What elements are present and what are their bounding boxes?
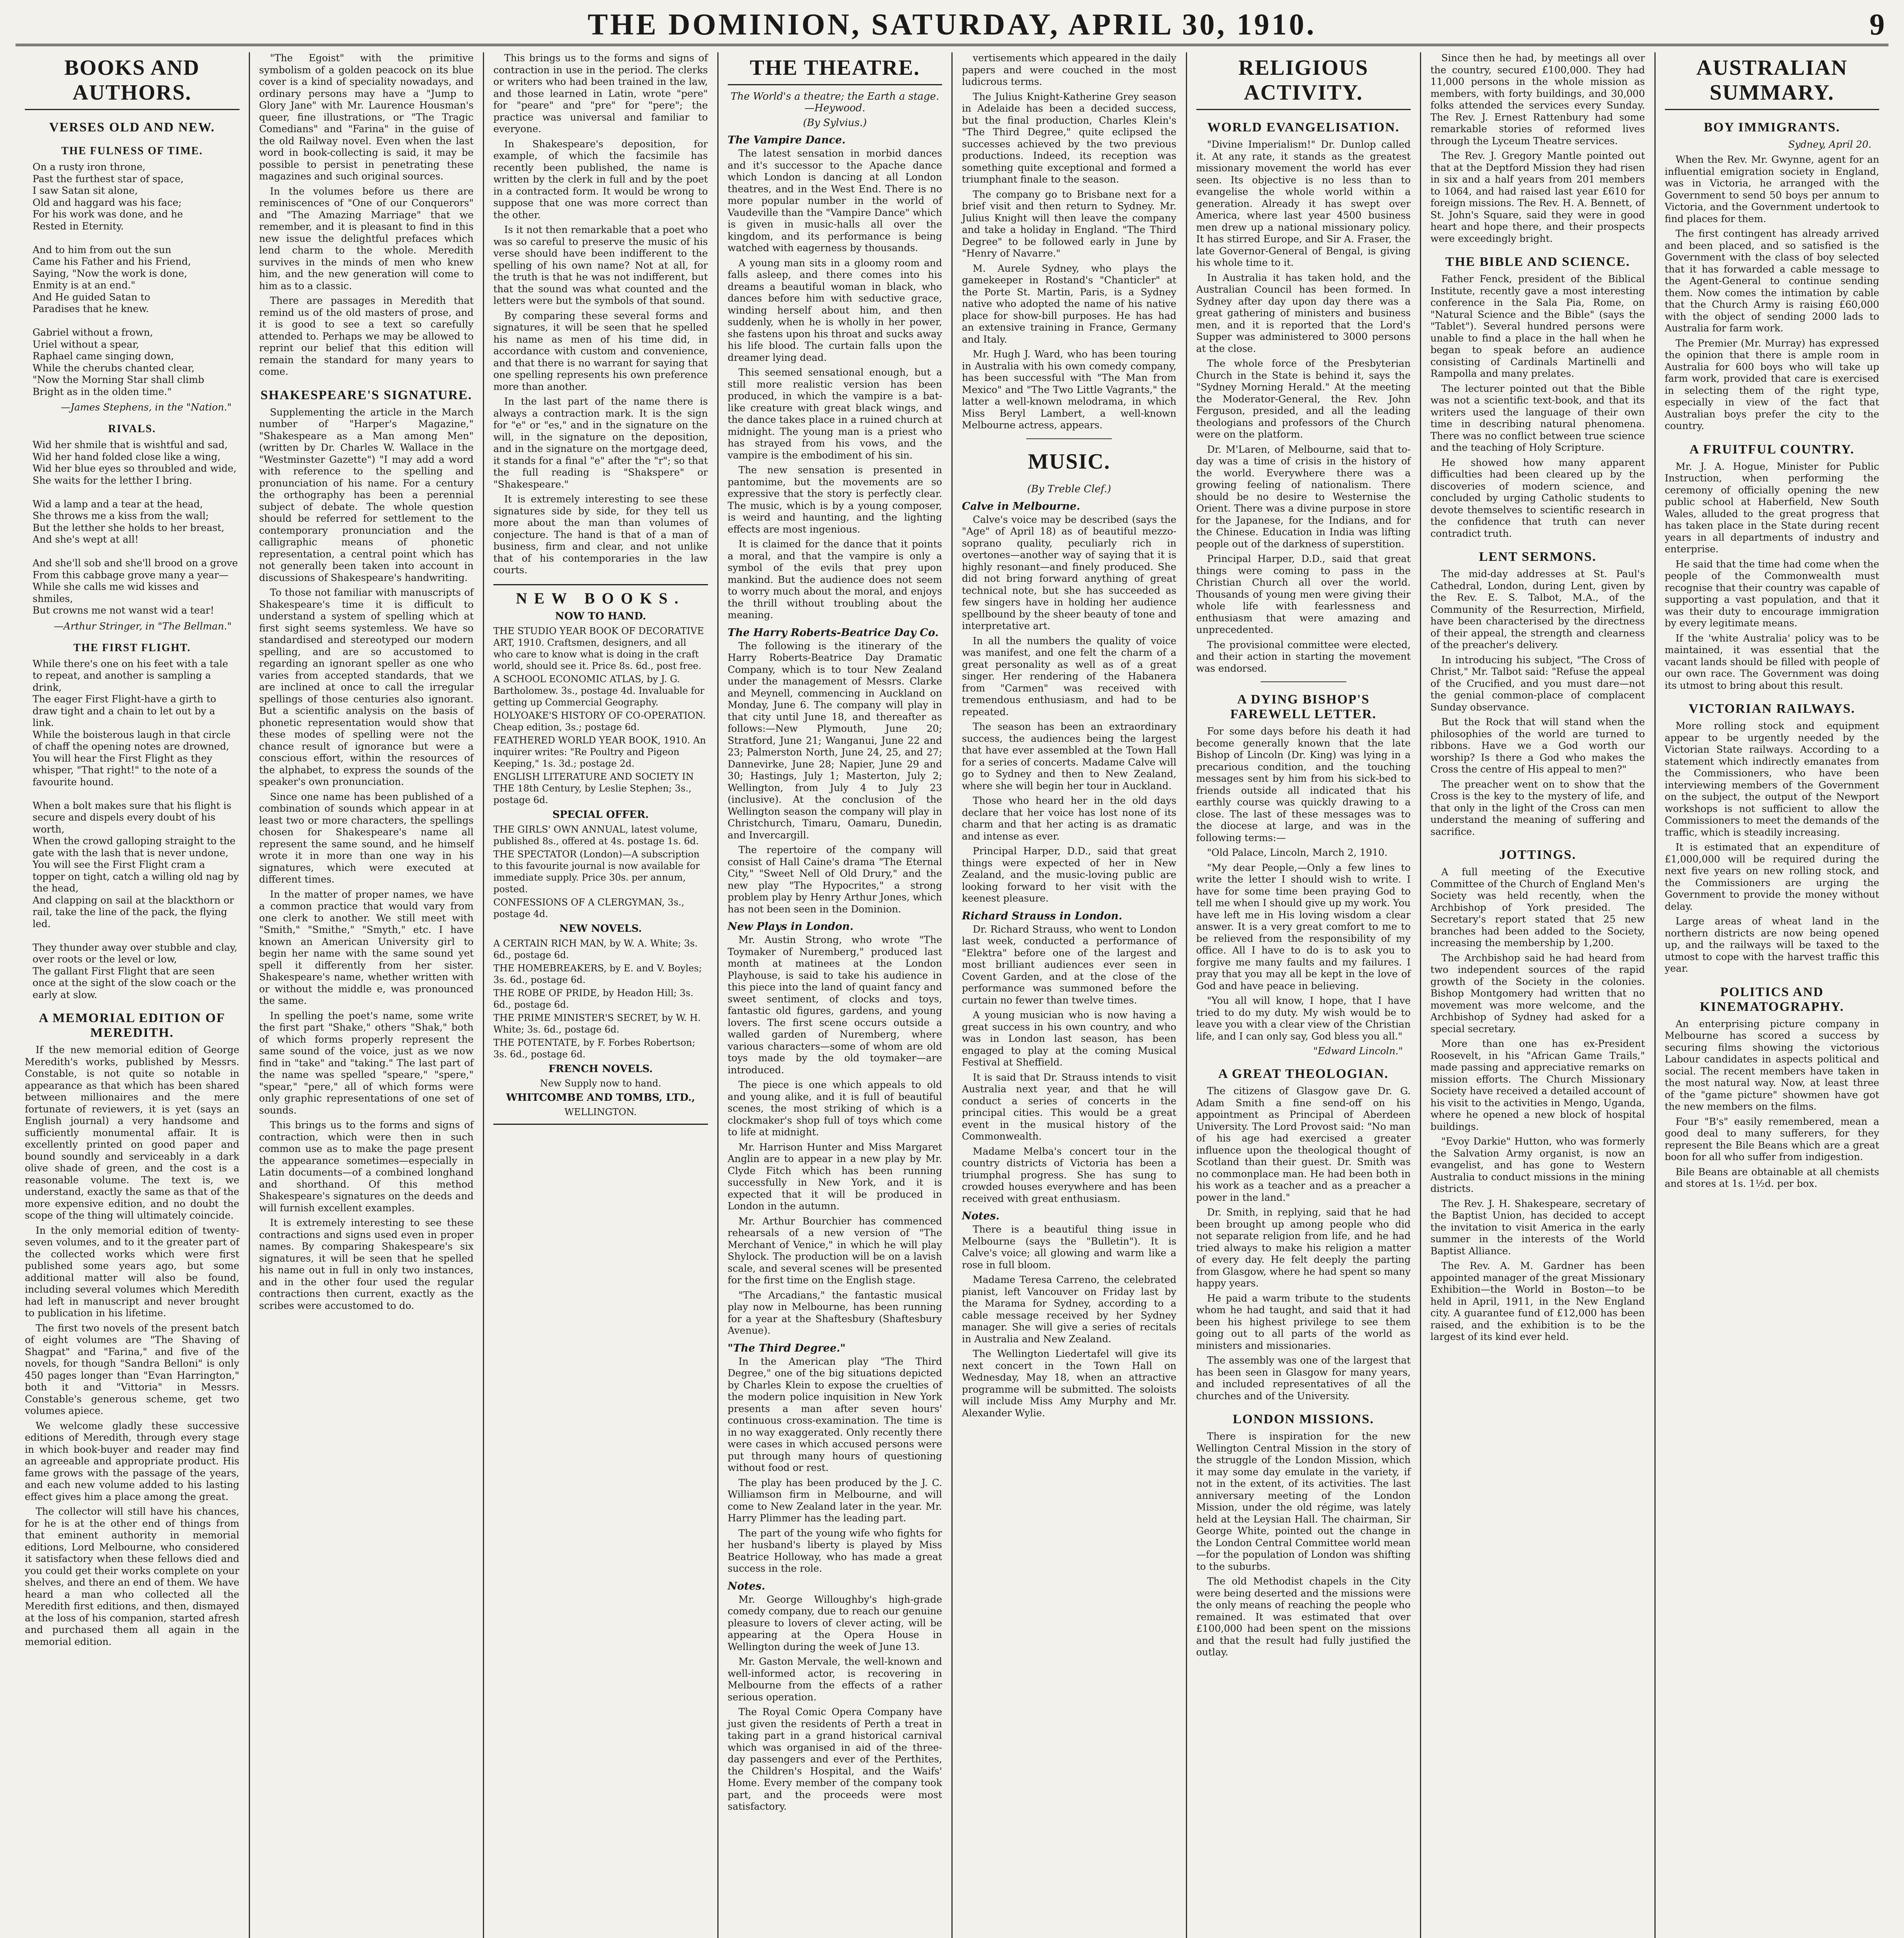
poem-line — [33, 930, 240, 942]
paragraph: The Premier (Mr. Murray) has expressed the opinion that there is ample room in Australia for 600 boys who will take up farm work, provided that care is exercised in selecting them of the right type, especially in view of the fact that Australian boys prefer the city to the country. — [1664, 337, 1879, 431]
bible-science-heading: THE BIBLE AND SCIENCE. — [1445, 255, 1630, 269]
poem-line: Wid her hand folded close like a wing, — [33, 451, 221, 462]
paragraph: Mr. Harrison Hunter and Miss Margaret Anglin are to appear in a new play by Mr. Clyde Fitch which has been running successfully in New York, and it is expected that it will be produced in London in the autumn. — [727, 1141, 942, 1212]
shakespeare-article-cont — [493, 52, 708, 576]
paragraph: But the Rock that will stand when the philosophies of the world are turned to ribbons. Have we a God worth our worship? Is there a God who makes the Cross the centre of His appeal to men?" — [1430, 716, 1645, 775]
paragraph: The season has been an extraordinary success, the audiences being the largest that have ever assembled at the Town Hall for a series of concerts. Madame Calve will go to Sydney and then to New Zealand, where she will begin her tour in Auckland. — [962, 721, 1177, 791]
verses-heading: VERSES OLD AND NEW. — [49, 120, 215, 134]
paragraph: If the 'white Australia' policy was to be maintained, it was essential that the vacant lands should be filled with people of our own race. The Government was doing its utmost to bring about this result. — [1664, 632, 1879, 691]
bishop-letter-heading: A DYING BISHOP'S FAREWELL LETTER. — [1230, 692, 1377, 721]
strauss-article — [962, 924, 1177, 1205]
paragraph: We welcome gladly these successive editions of Meredith, through every stage in which book-buyer and reader may find an agreeable and appropriate product. His fame grows with the passage of the years, and each new volume added to his lasting effect gives him a place among the great. — [25, 1420, 240, 1502]
paragraph: Large areas of wheat land in the northern districts are now being opened up, and the railways will be taxed to the utmost to cope with the harvest traffic this year. — [1664, 916, 1879, 974]
third-degree-heading: "The Third Degree." — [727, 1342, 846, 1354]
ad-item: HOLYOAKE'S HISTORY OF CO-OPERATION. Cheap edition, 3s.; postage 6d. — [493, 710, 706, 733]
paragraph: The Rev. A. M. Gardner has been appointed manager of the great Missionary Exhibition—the World in Boston—to be held in April, 1911, in the New England city. A guarantee fund of £12,000 has been raised, and the exhibition is to be the largest of its kind ever held. — [1430, 1260, 1645, 1342]
poem-line: And clapping on sail at the blackthorn or rail, take the line of the pack, the flying led. — [33, 894, 237, 929]
ad-new-novels: NEW NOVELS. — [559, 922, 642, 935]
poem2-title: RIVALS. — [108, 423, 156, 435]
paragraph: He showed how many apparent difficulties had been cleared up by the discoveries of modern science, and concluded by urging Catholic students to devote themselves to scientific research in the confidence that truth can never contradict truth. — [1430, 457, 1645, 539]
calve-heading: Calve in Melbourne. — [962, 500, 1080, 512]
column-8 — [1656, 52, 1889, 1938]
theologian-heading: A GREAT THEOLOGIAN. — [1218, 1067, 1389, 1081]
newspaper-title: THE DOMINION, SATURDAY, APRIL 30, 1910. — [588, 7, 1316, 41]
paragraph: In spelling the poet's name, some write the first part "Shake," others "Shak," both of which forms properly represent the same sound of the voice, just as we now find in "take" and "taking." The last part of the name was spelled "speare," "spere," "spear," "pere," all of which forms were only graphic representations of one set of sounds. — [259, 1010, 474, 1116]
paragraph: By comparing these several forms and signatures, it will be seen that he spelled his name as men of his time did, in accordance with custom and convenience, and that there is no warrant for saying that one spelling represents his own preference more than another. — [493, 310, 708, 392]
poem-line: Wid a lamp and a tear at the head, — [33, 498, 203, 510]
paragraph: Mr. George Willoughby's high-grade comedy company, due to reach our genuine pleasure to lovers of clever acting, will be appearing at the Opera House in Wellington during the week of June 13. — [727, 1593, 942, 1652]
poem2-body — [33, 439, 240, 617]
theatre-byline: (By Sylvius.) — [803, 117, 867, 129]
paragraph: The first two novels of the present batch of eight volumes are "The Shaving of Shagpat" and "Farina," and five of the novels, for though "Sandra Belloni" is only 450 pages longer than "Evan Harrington," both it and "Vittoria" in Messrs. Constable's generous scheme, get two volumes apiece. — [25, 1322, 240, 1416]
world-evangelisation-article-end — [1196, 639, 1411, 675]
world-evangelisation-article — [1196, 139, 1411, 636]
bookseller-advertisement — [493, 584, 708, 1125]
ad-item: THE PRIME MINISTER'S SECRET, by W. H. White; 3s. 6d., postage 6d. — [493, 1012, 701, 1035]
column-7 — [1421, 52, 1656, 1938]
paragraph: The new sensation is presented in pantomime, but the movements are so expressive that the story is perfectly clear. The music, which is by a young composer, is weird and haunting, and the lighting effects are most ingenious. — [727, 464, 942, 535]
bishop-signature: "Edward Lincoln." — [1313, 1045, 1403, 1057]
paragraph: It is claimed for the dance that it points a moral, and that the vampire is only a symbol of the evils that prey upon mankind. But the audience does not seem to worry much about the moral, and enjoys the thrill without troubling about the meaning. — [727, 538, 942, 621]
paragraph: Madame Melba's concert tour in the country districts of Victoria has been a triumphal progress. She has sung to crowded houses everywhere and has been received with great enthusiasm. — [962, 1145, 1177, 1204]
poem-line: She throws me a kiss from the wall; — [33, 510, 209, 521]
ad-new-books-title: NEW BOOKS. — [516, 589, 686, 607]
poem-line: You will see the First Flight cram a topper on tight, catch a willing old nag by the head, — [33, 859, 242, 894]
australian-summary-title: AUSTRALIAN SUMMARY. — [1665, 52, 1880, 110]
poem-line — [33, 546, 240, 558]
poem-line: She waits for the letther I bring. — [33, 474, 192, 486]
poem-line: For his work was done, and he — [33, 209, 183, 220]
poem-line: When the crowd galloping straight to the gate with the lash that is never undone, — [33, 835, 239, 859]
meredith-article — [25, 1044, 240, 1648]
page-number: 9 — [1870, 7, 1885, 41]
lent-sermons-article — [1430, 568, 1645, 838]
paragraph: Mr. Gaston Mervale, the well-known and well-informed actor, is recovering in Melbourne from the effects of a rather serious operation. — [727, 1656, 942, 1703]
ad-special-offer: SPECIAL OFFER. — [552, 809, 649, 821]
paragraph: In all the numbers the quality of voice was manifest, and one felt the charm of a great personality as well as of a great singer. Her rendering of the Habanera from "Carmen" was received with tremendous enthusiasm, and had to be repeated. — [962, 635, 1177, 717]
paragraph: Mr. Arthur Bourchier has commenced rehearsals of a new version of "The Merchant of Venice," in which he will play Shylock. The production will be on a lavish scale, and several scenes will be presented for the first time on the English stage. — [727, 1215, 942, 1286]
paragraph: The part of the young wife who fights for her husband's liberty is played by Miss Beatrice Holloway, who has made a great success in the role. — [727, 1527, 942, 1574]
poem-line: Enmity is at an end." — [33, 279, 136, 291]
strauss-heading: Richard Strauss in London. — [962, 910, 1122, 922]
theatre-continued — [962, 52, 1177, 431]
poem-line: But the letther she holds to her breast, — [33, 522, 224, 533]
shakespeare-article — [259, 407, 474, 1312]
poem-line: Past the furthest star of space, — [33, 173, 184, 184]
paragraph: The piece is one which appeals to old and young alike, and it is full of beautiful scenes, the most striking of which is a clockmaker's shop full of toys which come to life at midnight. — [727, 1079, 942, 1138]
paragraph: The old Methodist chapels in the City were being deserted and the missions were the only means of reaching the people who remained. It was estimated that over £100,000 had been spent on the missions and that the result had fully justified the outlay. — [1196, 1576, 1411, 1658]
paragraph: An enterprising picture company in Melbourne has scored a success by securing films showing the victorious Labour candidates in aspects political and social. The recent members have taken in the most natural way. Now, at least three of the "game picture" showmen have got the new members on the films. — [1664, 1018, 1879, 1112]
fruitful-country-heading: A FRUITFUL COUNTRY. — [1689, 442, 1855, 457]
paragraph: Supplementing the article in the March number of "Harper's Magazine," "Shakespeare as a Man among Men" (written by Dr. Charles W. Wallace in the "Westminster Gazette") "I may add a word with reference to the spelling and pronunciation of his name. For a century the orthography has been a perennial subject of debate. The whole question should be referred for settlement to the contemporary pronunciation and the calligraphic means of phonetic representation, a central point which has not generally been taken into account in discussions of Shakespeare's handwriting. — [259, 406, 474, 583]
paragraph: "You all will know, I hope, that I have tried to do my duty. My wish would be to leave you with a clear view of the Christian life, and I can only say, God bless you all." — [1196, 995, 1411, 1042]
paragraph: In the matter of proper names, we have a common practice that would vary from one clerk to another. We still meet with "Smith," "Smithe," "Smyth," etc. I have known an American University girl to begin her name with the same sound yet spell it differently from her sister. Shakespeare's name, whether written with or without the middle e, was pronounced the same. — [259, 888, 474, 1006]
poem-line: Paradises that he knew. — [33, 303, 149, 314]
roberts-day-heading: The Harry Roberts-Beatrice Day Co. — [727, 626, 939, 639]
column-1 — [16, 52, 250, 1938]
ad-french-novels: FRENCH NOVELS. — [548, 1063, 653, 1075]
paragraph: The mid-day addresses at St. Paul's Cathedral, London, during Lent, given by the Rev. E. S. Talbot, M.A., of the Community of the Resurrection, Mirfield, have been characterised by the directness of their appeal, the strength and clearness of the preacher's delivery. — [1430, 568, 1645, 650]
paragraph: This brings us to the forms and signs of contraction in use in the period. The clerks or writers who had been trained in the law, and those learned in Latin, wrote "pere" for "peare" and "pre" for "pere"; the practice was universal and familiar to everyone. — [493, 52, 708, 134]
poem-line — [33, 486, 240, 498]
poem-line: You will hear the First Flight as they whisper, "That right!" to the note of a favourite hound. — [33, 752, 220, 788]
paragraph: In introducing his subject, "The Cross of Christ," Mr. Talbot said: "Refuse the appeal of the Crucified, and you must dare—not the genial common-place of complacent Sunday observance. — [1430, 654, 1645, 713]
paragraph: In the only memorial edition of twenty-seven volumes, and to it the greater part of the collected works which were first published some years ago, but some additional matter will also be found, including several volumes which Meredith had left in manuscript and never brought to publication in his lifetime. — [25, 1224, 240, 1319]
vampire-heading: The Vampire Dance. — [727, 134, 846, 146]
poem-line: And to him from out the sun — [33, 244, 171, 255]
paragraph: A young musician who is now having a great success in his own country, and who was in London last season, has been engaged to play at the coming Musical Festival at Sheffield. — [962, 1009, 1177, 1068]
london-missions-cont — [1430, 52, 1645, 245]
paragraph: The whole force of the Presbyterian Church in the State is behind it, says the "Sydney Morning Herald." At the meeting the Moderator-General, the Rev. John Ferguson, presided, and all the leading theologians and professors of the Church were on the platform. — [1196, 358, 1411, 440]
paragraph: More than one has ex-President Roosevelt, in his "African Game Trails," made passing and appreciative remarks on mission efforts. The Church Missionary Society have received a detailed account of his visit to the activities in Mengo, Uganda, where he opened a new block of hospital buildings. — [1430, 1038, 1645, 1132]
theologian-article — [1196, 1085, 1411, 1402]
column-5 — [953, 52, 1187, 1938]
poem1-body — [33, 161, 240, 398]
poem-line: Uriel without a spear, — [33, 338, 139, 350]
ad-item: THE ROBE OF PRIDE, by Headon Hill; 3s. 6d., postage 6d. — [493, 987, 694, 1010]
paragraph: Father Fenck, president of the Biblical Institute, recently gave a most interesting conference in the Sala Pia, Rome, on "Natural Science and the Bible" (says the "Tablet"). Several hundred persons were unable to find a place in the hall when he began to speak before an audience consisting of Cardinals Martinelli and Rampolla and many prelates. — [1430, 273, 1645, 379]
ad-item: THE STUDIO YEAR BOOK OF DECORATIVE ART, 1910. Craftsmen, designers, and all who care to know what is doing in the craft world, should see it. Price 8s. 6d., post free. — [493, 625, 704, 671]
paragraph: Principal Harper, D.D., said that great things were expected of her in New Zealand, and the music-loving public are looking forward to her visit with the keenest pleasure. — [962, 845, 1177, 904]
meredith-heading: A MEMORIAL EDITION OF MEREDITH. — [39, 1011, 226, 1040]
poem-line — [33, 315, 240, 327]
paragraph: "Divine Imperialism!" Dr. Dunlop called it. At any rate, it stands as the greatest missionary movement the world has ever seen. Its objective is no less than to evangelise the whole world within a generation. Already it has swept over America, where last year 4500 business men drew up a national missionary policy. It has stirred Europe, and Sir A. Fraser, the late Governor-General of Bengal, is giving his whole time to it. — [1196, 139, 1411, 268]
paragraph: The collector will still have his chances, for he is at the other end of things from that eminent authority in memorial editions, Lord Melbourne, who considered it satisfactory when these fellows died and you could get their works complete on your shelves, and there an end of them. We have heard a man who collected all the Meredith first editions, and then, dismayed at the loss of his companion, started afresh and purchased them all again in the memorial edition. — [25, 1506, 240, 1647]
paragraph: Mr. Hugh J. Ward, who has been touring in Australia with his own comedy company, has been successful with "The Man from Mexico" and "The Two Little Vagrants," the latter a well-known melodrama, in which Miss Beryl Lambert, a well-known Melbourne actress, appears. — [962, 348, 1177, 431]
paragraph: Dr. Smith, in replying, said that he had been brought up among people who did not separate religion from life, and he had tried always to make his religion a matter of every day. He felt deeply the parting from Glasgow, where he had spent so many happy years. — [1196, 1207, 1411, 1289]
paragraph: He paid a warm tribute to the students whom he had taught, and said that it had been his highest privilege to see them going out to all parts of the world as ministers and missionaries. — [1196, 1292, 1411, 1351]
theatre-section-title: THE THEATRE. — [728, 52, 943, 85]
paragraph: "Old Palace, Lincoln, March 2, 1910. — [1207, 847, 1388, 858]
column-3 — [484, 52, 719, 1938]
calve-article — [962, 514, 1177, 905]
egoist-article — [259, 52, 474, 378]
column-4 — [719, 52, 953, 1938]
poem-line: Came his Father and his Friend, — [33, 256, 191, 267]
paragraph: "My dear People,—Only a few lines to write the letter I should wish to write. I have for some time been praying God to tell me when I should give up my work. You have left me in His loving wisdom a clear answer. It is a very great comfort to me to be relieved from the responsibility of my office. All I have to do is to ask you to forgive me many faults and my failures. I pray that you may all be kept in the love of God and have peace in believing. — [1196, 862, 1411, 991]
shakespeare-heading: SHAKESPEARE'S SIGNATURE. — [260, 388, 472, 402]
victorian-railways-article — [1665, 720, 1880, 975]
ad-item: ENGLISH LITERATURE AND SOCIETY IN THE 18th Century, by Leslie Stephen; 3s., postage 6d. — [493, 771, 694, 805]
paragraph: Bile Beans are obtainable at all chemists and stores at 1s. 1½d. per box. — [1664, 1166, 1879, 1189]
world-evangelisation-heading: WORLD EVANGELISATION. — [1207, 120, 1400, 134]
paragraph: This brings us to the forms and signs of contraction, which were then in such common use as to make the page present the appearance sometimes—especially in Latin documents—of a combined longhand and shorthand. Of this method Shakespeare's signatures on the deeds and will furnish excellent examples. — [259, 1119, 474, 1214]
paragraph: Those who heard her in the old days declare that her voice has lost none of its charm and that her acting is as dramatic and intense as ever. — [962, 795, 1177, 842]
jottings-article — [1430, 866, 1645, 1343]
paragraph: The Rev. J. H. Shakespeare, secretary of the Baptist Union, has decided to accept the invitation to visit America in the early summer in the interests of the World Baptist Alliance. — [1430, 1198, 1645, 1257]
masthead — [16, 7, 1888, 46]
third-degree-article — [728, 1356, 943, 1575]
theatre-notes — [728, 1594, 943, 1813]
paragraph: There are passages in Meredith that remind us of the old masters of prose, and it is good to see a text so carefully attended to. Perhaps we may be allowed to reprint our belief that this edition will remain the standard for many years to come. — [259, 295, 474, 377]
divider — [1026, 438, 1112, 439]
poem-line: Bright as in the olden time." — [33, 386, 172, 397]
paragraph: The Wellington Liedertafel will give its next concert in the Town Hall on Wednesday, May 18, when an attractive programme will be submitted. The soloists will include Miss Amy Murphy and Mr. Alexander Wylie. — [962, 1348, 1177, 1419]
poem-line: From this cabbage grove many a year— — [33, 569, 229, 581]
paragraph: In the American play "The Third Degree," one of the big situations depicted by Charles Klein to expose the cruelties of the modern police inquisition in New York presents a man after seven hours' continuous cross-examination. The time is in no way exaggerated. Only recently there were cases in which accused persons were put through many hours of questioning without food or rest. — [727, 1355, 942, 1473]
paragraph: The Royal Comic Opera Company have just given the residents of Perth a treat in taking part in a grand historical carnival which was organised in aid of the three-day passengers and ever of the Perthites, the Children's Hospital, and the Waifs' Home. Every member of the company took part, and the proceeds were most satisfactory. — [727, 1706, 942, 1812]
books-section-title: BOOKS AND AUTHORS. — [25, 52, 240, 110]
poem-line: And she'll sob and she'll brood on a grove — [33, 557, 238, 569]
paragraph: Madame Teresa Carreno, the celebrated pianist, left Vancouver on Friday last by the Marama for Sydney, according to a cable message received by her Sydney manager. She will give a series of recitals in Australia and New Zealand. — [962, 1274, 1177, 1345]
paragraph: In Shakespeare's deposition, for example, of which the facsimile has recently been published, the name is written by the clerk in full and by the poet in a contracted form. It would be wrong to suppose that one was more correct than the other. — [493, 138, 708, 221]
paragraph: It is extremely interesting to see these signatures side by side, for they tell us more about the man than volumes of conjecture. The hand is that of a man of business, firm and clear, and not unlike that of his contemporaries in the law courts. — [493, 493, 708, 576]
paragraph: To those not familiar with manuscripts of Shakespeare's time it is difficult to understand a system of spelling which at first sight seems systemless. We have so standardised and stereotyped our modern spelling, and are so accustomed to regarding an ignorant speller as one who varies from accepted standards, that we are inclined at once to call the irregular spellings of those centuries also ignorant. But a scientific analysis on the basis of phonetic representation would show that these modes of spelling were not the chance result of ignorance but were a conscious effort, within the resources of the alphabet, to express the sounds of the speaker's own pronunciation. — [259, 587, 474, 787]
religious-section-title: RELIGIOUS ACTIVITY. — [1196, 52, 1411, 110]
poem-line: But crowns me not wanst wid a tear! — [33, 605, 214, 616]
paragraph: There is a beautiful thing issue in Melbourne (says the "Bulletin"). It is Calve's voice; all glowing and warm like a rose in full bloom. — [962, 1224, 1177, 1271]
paragraph: More rolling stock and equipment appear to be urgently needed by the Victorian State railways. According to a statement which indirectly emanates from the Commissioners, who have been interviewing members of the Government on the subject, the output of the Newport workshops is not sufficient to allow the Commissioners to meet the demands of the traffic, which is steadily increasing. — [1664, 720, 1879, 838]
paragraph: Dr. M'Laren, of Melbourne, said that to-day was a time of crisis in the history of the world. Everywhere there was a growing feeling of nationalism. There should be no desire to Westernise the Orient. There was a divine purpose in store for the Japanese, for the Indians, and for the Chinese. Education in India was lifting people out of the darkness of superstition. — [1196, 443, 1411, 550]
poem-line: "Now the Morning Star shall climb — [33, 374, 204, 385]
ad-item: FEATHERED WORLD YEAR BOOK, 1910. An inquirer writes: "Re Poultry and Pigeon Keeping," 1s. 3d.; postage 2d. — [493, 735, 706, 769]
boy-immigrants-article — [1665, 154, 1880, 432]
politics-kinematography-heading: POLITICS AND KINEMATOGRAPHY. — [1700, 985, 1844, 1014]
paragraph: In the volumes before us there are reminiscences of "One of our Conquerors" and "The Amazing Marriage" that we remember, and it is pleasant to find in this new issue the delightful prefaces which lend charm to the whole. Meredith survives in the minds of men who knew him, and the new generation will come to him as to a classic. — [259, 185, 474, 291]
jottings-heading: JOTTINGS. — [1499, 848, 1576, 862]
politics-kinematography-article — [1665, 1018, 1880, 1190]
paragraph: M. Aurele Sydney, who plays the gamekeeper in Rostand's "Chanticler" at the Porte St. Martin, Paris, is a Sydney native who adopted the name of his native place for show-bill purposes. He has had an extensive training in France, Germany and Italy. — [962, 262, 1177, 345]
paragraph: It is estimated that an expenditure of £1,000,000 will be required during the next five years on new rolling stock, and the Commissioners are urging the Government to provide the money without delay. — [1664, 841, 1879, 912]
paragraph: A full meeting of the Executive Committee of the Church of England Men's Society was held recently, when the Archbishop of York presided. The Secretary's report stated that 25 new branches had been added to the Society, increasing the membership by 1,200. — [1430, 866, 1645, 948]
boy-immigrants-dateline: Sydney, April 20. — [1788, 139, 1871, 150]
poem-line: They thunder away over stubble and clay, over roots or the level or low, — [33, 941, 241, 965]
ad-french-novels-note: New Supply now to hand. — [540, 1078, 662, 1089]
paragraph: The Archbishop said he had heard from two independent sources of the rapid growth of the Society in the colonies. Bishop Montgomery had written that no movement was more welcome, and the Archbishop of Sydney had asked for a special secretary. — [1430, 952, 1645, 1035]
ad-now-to-hand: NOW TO HAND. — [555, 610, 646, 622]
ad-now-to-hand-list — [493, 625, 708, 806]
paragraph: The company go to Brisbane next for a brief visit and then return to Sydney. Mr. Julius Knight will then leave the company and take a holiday in England. "The Third Degree" to be followed early in June by "Henry of Navarre." — [962, 188, 1177, 259]
paragraph: If the new memorial edition of George Meredith's works, published by Messrs. Constable, is not quite so notable in appearance as that which has been shared between millionaires and the mere fortunate of reviewers, it is yet (says an English journal) a very handsome and sufficiently monumental affair. It is excellently printed on good paper and bound soundly and serviceably in a dark olive shade of green, and the cost is a reasonable volume. The text is, we understand, exactly the same as that of the more expensive edition, and no doubt the scope of the thing will ultimately coincide. — [25, 1044, 240, 1221]
column-2 — [250, 52, 484, 1938]
lent-sermons-heading: LENT SERMONS. — [1479, 550, 1597, 564]
poem-line: Wid her shmile that is wishtful and sad, — [33, 439, 228, 450]
paragraph: It is extremely interesting to see these contractions and signs used even in proper names. By comparing Shakespeare's six signatures, it will be seen that he spelled his name out in full in only two instances, and in the other four used the regular contractions then current, exactly as the scribes were accustomed to do. — [259, 1217, 474, 1311]
new-plays-article — [728, 934, 943, 1337]
boy-immigrants-heading: BOY IMMIGRANTS. — [1704, 120, 1840, 134]
paragraph: The repertoire of the company will consist of Hall Caine's drama "The Eternal City," "Sweet Nell of Old Drury," and the new play "The Hypocrites," a strong problem play by Henry Arthur Jones, which has not been seen in the Dominion. — [727, 844, 942, 915]
paragraph: Mr. Austin Strong, who wrote "The Toymaker of Nuremberg," produced last month at matinees at the London Playhouse, is said to take his audience in this piece into the land of quaint fancy and sweet sentiment, of clocks and toys, fantastic old figures, gardens, and young lovers. The first scene occurs outside a walled garden of Nuremberg, where various characters—some of whom are old toys made by the old toymaker—are introduced. — [727, 934, 942, 1076]
paragraph: A young man sits in a gloomy room and falls asleep, and there comes into his dreams a beautiful woman in black, who dances before him with seductive grace, winding herself about him, and then suddenly, when he is wholly in her power, she fastens upon his throat and sucks away his life blood. The curtain falls upon the dreamer lying dead. — [727, 257, 942, 363]
london-missions-heading: LONDON MISSIONS. — [1232, 1412, 1374, 1426]
paragraph: The lecturer pointed out that the Bible was not a scientific text-book, and that its writers used the language of their own time in describing natural phenomena. There was no conflict between true science and the teaching of Holy Scripture. — [1430, 383, 1645, 453]
poem-line: Wid her blue eyes so throubled and wide, — [33, 463, 237, 474]
ad-firm-name: WHITCOMBE AND TOMBS, LTD., — [506, 1091, 695, 1103]
paragraph: The play has been produced by the J. C. Williamson firm in Melbourne, and will come to New Zealand later in the year. Mr. Harry Plimmer has the leading part. — [727, 1477, 942, 1524]
paragraph: The provisional committee were elected, and their action in starting the movement was endorsed. — [1196, 639, 1411, 674]
paragraph: It is said that Dr. Strauss intends to visit Australia next year, and that he will conduct a series of concerts in the principal cities. This would be a great event in the musical history of the Commonwealth. — [962, 1071, 1177, 1142]
ad-item: A CERTAIN RICH MAN, by W. A. White; 3s. 6d., postage 6d. — [493, 938, 698, 960]
poem2-credit: —Arthur Stringer, in "The Bellman." — [53, 620, 232, 632]
poem-line: Gabriel without a frown, — [33, 327, 153, 338]
paragraph: The citizens of Glasgow gave Dr. G. Adam Smith a fine send-off on his appointment as Principal of Aberdeen University. The Lord Provost said: "No man of his age had exercised a greater influence upon the theological thought of Scotland than their guest. Dr. Smith was no commonplace man. He had been both in his work as a teacher and as a preacher a power in the land." — [1196, 1085, 1411, 1203]
paragraph: "Evoy Darkie" Hutton, who was formerly the Salvation Army organist, is now an evangelist, and has gone to Western Australia to conduct missions in the mining districts. — [1430, 1136, 1645, 1194]
ad-item: THE SPECTATOR (London)—A subscription to this favourite journal is now available for immediate supply. Price 30s. per annum, posted. — [493, 848, 700, 895]
paragraph: The first contingent has already arrived and been placed, and so satisfied is the Government with the class of boy selected that it has forwarded a cable message to the Agent-General to continue sending them. Now comes the intimation by cable that the Church Army is raising £60,000 with the object of sending 2000 lads to Australia for farm work. — [1664, 228, 1879, 334]
poem-line: The eager First Flight-have a girth to draw tight and a chain to let out by a link. — [33, 693, 219, 728]
poem-line: When a bolt makes sure that his flight is secure and dispels every doubt of his worth, — [33, 800, 234, 835]
ad-new-novels-list — [493, 938, 708, 1060]
poem1-title: THE FULNESS OF TIME. — [61, 145, 203, 157]
music-byline: (By Treble Clef.) — [1027, 483, 1111, 495]
music-section-title: MUSIC. — [1028, 449, 1111, 474]
poem-line: Rested in Eternity. — [33, 220, 124, 232]
new-plays-heading: New Plays in London. — [727, 921, 854, 933]
poem3-title: THE FIRST FLIGHT. — [73, 641, 191, 654]
ad-item: THE GIRLS' OWN ANNUAL, latest volume, published 8s., offered at 4s. postage 1s. 6d. — [493, 824, 699, 847]
paragraph: In Australia it has taken hold, and the Australian Council has been formed. In Sydney after day upon day there was a great gathering of ministers and business men, and it is reported that the Lord's Supper was administered to 3000 persons at the close. — [1196, 272, 1411, 354]
bible-science-article — [1430, 273, 1645, 540]
poem-line — [33, 232, 240, 244]
music-notes — [962, 1224, 1177, 1419]
poem-line: The gallant First Flight that are seen once at the sight of the slow coach or the early at slow. — [33, 965, 239, 1000]
paragraph: Is it not then remarkable that a poet who was so careful to preserve the music of his verse should have been indifferent to the spelling of his own name? Not at all, for the truth is that he was not indifferent, but that the sound was what counted and the letters were but the symbols of that sound. — [493, 224, 708, 306]
music-notes-heading: Notes. — [962, 1210, 999, 1222]
vampire-article — [728, 148, 943, 621]
paragraph: When the Rev. Mr. Gwynne, agent for an influential emigration society in England, was in Victoria, he arranged with the Government to send 50 boys per annum to Victoria, and the Government undertook to find places for them. — [1664, 154, 1879, 224]
paragraph: The Julius Knight-Katherine Grey season in Adelaide has been a decided success, but the final production, Charles Klein's "The Third Degree," quite eclipsed the successes achieved by the two previous productions. Indeed, its reception was something quite exceptional and formed a triumphant finale to the season. — [962, 91, 1177, 185]
poem-line — [33, 788, 240, 800]
poem-line: While the boisterous laugh in that circle of chaff the opening notes are drowned, — [33, 729, 234, 752]
paragraph: Four "B's" easily remembered, mean a good deal to many sufferers, for they represent the Bile Beans which are a great boon for all who suffer from indigestion. — [1664, 1116, 1879, 1162]
poem-line: And she's wept at all! — [33, 534, 139, 545]
paragraph: In the last part of the name there is always a contraction mark. It is the sign for "e" or "es," and in the signature on the will, in the signature on the deposition, and in the signature on the mortgage deed, it stands for a final "e" after the "r"; so that the full reading is "Shakspere" or "Shakespeare." — [493, 396, 708, 490]
column-6 — [1187, 52, 1422, 1938]
ad-item: CONFESSIONS OF A CLERGYMAN, 3s., postage 4d. — [493, 897, 684, 919]
poem1-credit: —James Stephens, in the "Nation." — [60, 402, 232, 413]
paragraph: Since then he had, by meetings all over the country, secured £100,000. They had 11,000 persons in the whole mission as members, with forty buildings, and 30,000 folks attended the services every Sunday. The Rev. J. Ernest Rattenbury had some remarkable stories of reformed lives through the Lyceum Theatre services. — [1430, 52, 1645, 147]
roberts-day-article — [728, 640, 943, 916]
poem-line: While the cherubs chanted clear, — [33, 362, 195, 374]
paragraph: The assembly was one of the largest that has been seen in Glasgow for many years, and included representatives of all the churches and of the University. — [1196, 1355, 1411, 1402]
poem-line: And He guided Satan to — [33, 291, 150, 303]
theatre-epigraph: The World's a theatre; the Earth a stage.—Heywood. — [731, 91, 939, 114]
poem-line: Raphael came singing down, — [33, 350, 174, 362]
poem-line: Old and haggard was his face; — [33, 197, 182, 208]
paragraph: Principal Harper, D.D., said that great things were coming to pass in the Christian Church all over the world. Thousands of young men were giving their whole life with fearlessness and enthusiasm that were amazing and unprecedented. — [1196, 553, 1411, 635]
paragraph: vertisements which appeared in the daily papers and were couched in the most ludicrous terms. — [962, 52, 1177, 87]
poem-line: Saying, "Now the work is done, — [33, 267, 187, 279]
paragraph: Dr. Richard Strauss, who went to London last week, conducted a performance of "Elektra" before one of the largest and most brilliant audiences ever seen in Covent Garden, and at the close of the performance was summoned before the curtain no fewer than twelve times. — [962, 923, 1177, 1006]
paragraph: Since one name has been published of a combination of sounds which appear in at least two or more characters, the spellings chosen for Shakespeare's name all represent the same sound, and he himself wrote it in more than one way in his signatures, which were executed at different times. — [259, 791, 474, 885]
columns — [16, 52, 1888, 1938]
poem-line: While there's one on his feet with a tale to repeat, and another is sampling a drink, — [33, 658, 231, 693]
bishop-letter-article — [1196, 726, 1411, 1042]
paragraph: The following is the itinerary of the Harry Roberts-Beatrice Day Dramatic Company, which is to tour New Zealand under the management of Messrs. Clarke and Meynell, commencing in Auckland on Monday, June 6. The company will play in that city until June 18, and thereafter as follows:—New Plymouth, June 20; Stratford, June 21; Wanganui, June 22 and 23; Palmerston North, June 24, 25, and 27; Dannevirke, June 28; Napier, June 29 and 30; Hastings, July 1; Masterton, July 2; Wellington, from July 4 to July 23 (inclusive). At the conclusion of the Wellington season the company will play in Christchurch, Timaru, Oamaru, Dunedin, and Invercargill. — [727, 640, 942, 841]
london-missions-article — [1196, 1431, 1411, 1659]
paragraph: Mr. J. A. Hogue, Minister for Public Instruction, when performing the ceremony of officially opening the new public school at Haberfield, New South Wales, alluded to the great progress that has taken place in the State during recent years in all departments of industry and enterprise. — [1664, 460, 1879, 555]
paragraph: The Rev. J. Gregory Mantle pointed out that at the Deptford Mission they had risen in six and a half years from 201 members to 1064, and had raised last year £610 for foreign missions. The Rev. H. A. Bennett, of St. John's Square, said they were in good heart and hope there, and their prospects were exceedingly bright. — [1430, 150, 1645, 244]
paragraph: There is inspiration for the new Wellington Central Mission in the story of the struggle of the London Mission, which it may some day emulate in the variety, if not in the extent, of its activities. The last anniversary meeting of the London Mission, under the old régime, was lately held at the Leysian Hall. The chairman, Sir George White, pointed out the change in the London Central Committee world mean—for the population of London was shifting to the suburbs. — [1196, 1431, 1411, 1572]
fruitful-country-article — [1665, 461, 1880, 692]
ad-item: THE POTENTATE, by F. Forbes Robertson; 3s. 6d., postage 6d. — [493, 1037, 695, 1060]
poem3-body — [33, 658, 240, 1001]
paragraph: Calve's voice may be described (says the "Age" of April 18) as of beautiful mezzo-soprano quality, peculiarly rich in overtones—another way of saying that it is highly resonant—and finely produced. She did not bring forward anything of great technical note, but she has succeeded as few singers have in holding her audience spellbound by the sheer beauty of tone and interpretative art. — [962, 514, 1177, 631]
paragraph: The preacher went on to show that the Cross is the key to the mystery of life, and that only in the light of the Cross can men understand the meaning of suffering and sacrifice. — [1430, 778, 1645, 837]
ad-item: THE HOMEBREAKERS, by E. and V. Boyles; 3s. 6d., postage 6d. — [493, 962, 702, 985]
poem-line: While she calls me wid kisses and shmiles, — [33, 581, 202, 604]
ad-firm-city: WELLINGTON. — [564, 1106, 637, 1117]
poem-line: I saw Satan sit alone, — [33, 185, 138, 196]
paragraph: This seemed sensational enough, but a still more realistic version has been produced, in which the vampire is a bat-like creature with great black wings, and the dance takes place in a ruined church at midnight. The young man is a priest who has strayed from his vows, and the vampire is the embodiment of his sin. — [727, 367, 942, 461]
ad-item: A SCHOOL ECONOMIC ATLAS, by J. G. Bartholomew. 3s., postage 4d. Invaluable for getting up Commercial Geography. — [493, 673, 705, 708]
paragraph: "The Egoist" with the primitive symbolism of a golden peacock on its blue cover is a kind of speciality nowadays, and ordinary persons may have a "Jump to Glory Jane" with Mr. Laurence Housman's queer, fine illustrations, or "The Tragic Comedians" and "Farina" in the guise of the old Railway novel. Even when the last word in book-collecting is said, it may be possible to persist in penetrating these magazines and such original sources. — [259, 52, 474, 182]
victorian-railways-heading: VICTORIAN RAILWAYS. — [1689, 702, 1856, 716]
ad-special-offer-list — [493, 824, 708, 920]
theatre-notes-heading: Notes. — [727, 1580, 765, 1592]
paragraph: "The Arcadians," the fantastic musical play now in Melbourne, has been running for a year at the Shaftesbury (Shaftesbury Avenue). — [727, 1289, 942, 1336]
paragraph: He said that the time had come when the people of the Commonwealth must recognise that their country was capable of supporting a vast population, and that it was their duty to encourage immigration by every legitimate means. — [1664, 558, 1879, 629]
paragraph: For some days before his death it had become generally known that the late Bishop of Lincoln (Dr. King) was lying in a precarious condition, and the touching messages sent by him from his sick-bed to friends outside all indicated that his earthly course was quickly drawing to a close. The last of these messages was to the diocese at large, and was in the following terms:— — [1196, 726, 1411, 843]
paragraph: The latest sensation in morbid dances and it's successor to the Apache dance which London is dancing at all London theatres, and in the West End. There is no more popular number in the world of Vaudeville than the "Vampire Dance" which is given in music-halls all over the kingdom, and its performance is being watched with eagerness by thousands. — [727, 148, 942, 253]
divider — [1261, 681, 1346, 682]
poem-line: On a rusty iron throne, — [33, 161, 146, 172]
